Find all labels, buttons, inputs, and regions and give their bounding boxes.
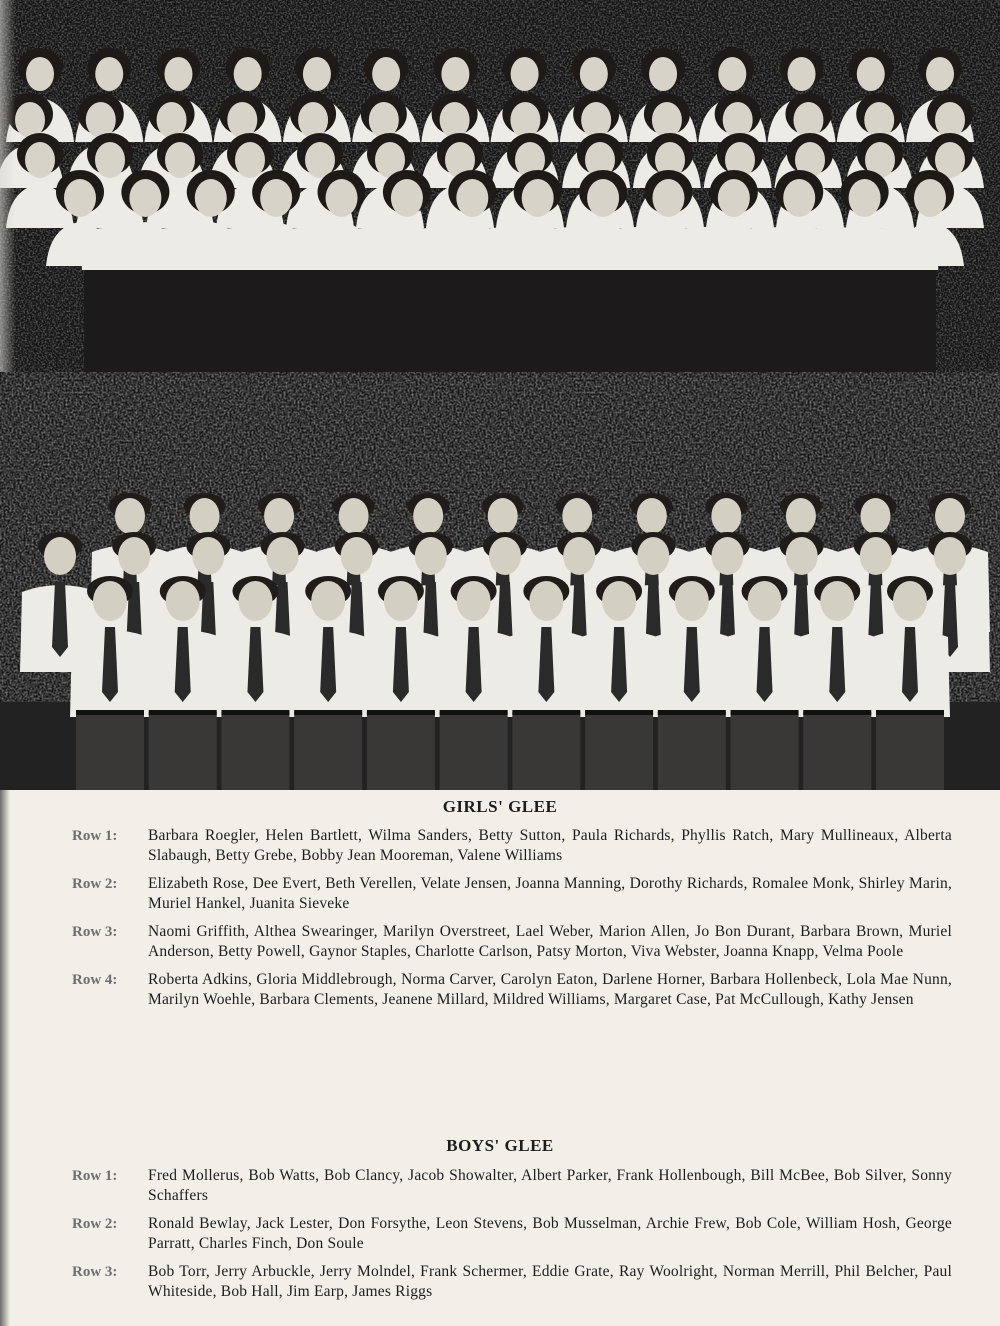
boy-trousers [294, 710, 362, 790]
row-label: Row 1: [72, 828, 118, 844]
boys-glee-title: BOYS' GLEE [446, 1136, 554, 1155]
row-names: Elizabeth Rose, Dee Evert, Beth Verellen, Velate Jensen, Joanna Manning, Dorothy Richards, Romalee Monk, Shirley Marin, Muriel Hankel, Juanita Sieveke [148, 875, 952, 912]
boy-trousers [876, 710, 944, 790]
boy-trousers [367, 710, 435, 790]
boy-trousers [585, 710, 653, 790]
girls-glee-title: GIRLS' GLEE [442, 797, 558, 816]
row-names: Roberta Adkins, Gloria Middlebrough, Norma Carver, Carolyn Eaton, Darlene Horner, Barbara Hollenbeck, Lola Mae Nunn, Marilyn Woehle, Barbara Clements, Jeanene Millard, Mildred Williams, Margaret Case, Pat McCullough, Kathy Jensen [148, 971, 952, 1008]
boys-glee-roster [72, 1166, 952, 1310]
girls-glee-roster [72, 826, 952, 1018]
girls-row-2 [72, 874, 952, 914]
boys-glee-photo [0, 372, 1000, 790]
girls-glee-photo [0, 0, 1000, 372]
girls-row-3 [72, 922, 952, 962]
girl-skirt [860, 227, 940, 372]
boys-row-1 [72, 1166, 952, 1206]
row-label: Row 4: [72, 972, 118, 988]
boy-trousers [512, 710, 580, 790]
girls-row-1 [72, 826, 952, 866]
row-names: Bob Torr, Jerry Arbuckle, Jerry Molndel, Frank Schermer, Eddie Grate, Ray Woolright, Norman Merrill, Phil Belcher, Paul Whiteside, Bob Hall, Jim Earp, James Riggs [148, 1263, 952, 1300]
boy-trousers [76, 710, 144, 790]
boy-trousers [149, 710, 217, 790]
row-label: Row 1: [72, 1168, 118, 1184]
boy-trousers [658, 710, 726, 790]
row-names: Fred Mollerus, Bob Watts, Bob Clancy, Jacob Showalter, Albert Parker, Frank Hollenbough, Bill McBee, Bob Silver, Sonny Schaffers [148, 1167, 952, 1204]
boy-trousers [221, 710, 289, 790]
boy-trousers [440, 710, 508, 790]
girls-row-4 [72, 970, 952, 1010]
row-names: Naomi Griffith, Althea Swearinger, Marilyn Overstreet, Lael Weber, Marion Allen, Jo Bon Durant, Barbara Brown, Muriel Anderson, Betty Powell, Gaynor Staples, Charlotte Carlson, Patsy Morton, Viva Webster, Joanna Knapp, Velma Poole [148, 923, 952, 960]
row-label: Row 3: [72, 1264, 118, 1280]
row-names: Ronald Bewlay, Jack Lester, Don Forsythe, Leon Stevens, Bob Musselman, Archie Frew, Bob Cole, William Hosh, George Parratt, Charles Finch, Don Soule [148, 1215, 952, 1252]
boys-row-2 [72, 1214, 952, 1254]
row-label: Row 2: [72, 1216, 118, 1232]
boys-row-3 [72, 1262, 952, 1302]
boy-trousers [803, 710, 871, 790]
row-names: Barbara Roegler, Helen Bartlett, Wilma Sanders, Betty Sutton, Paula Richards, Phyllis Ratch, Mary Mullineaux, Alberta Slabaugh, Betty Grebe, Bobby Jean Mooreman, Valene Williams [148, 827, 952, 864]
boy-trousers [731, 710, 799, 790]
row-label: Row 2: [72, 876, 118, 892]
row-label: Row 3: [72, 924, 118, 940]
